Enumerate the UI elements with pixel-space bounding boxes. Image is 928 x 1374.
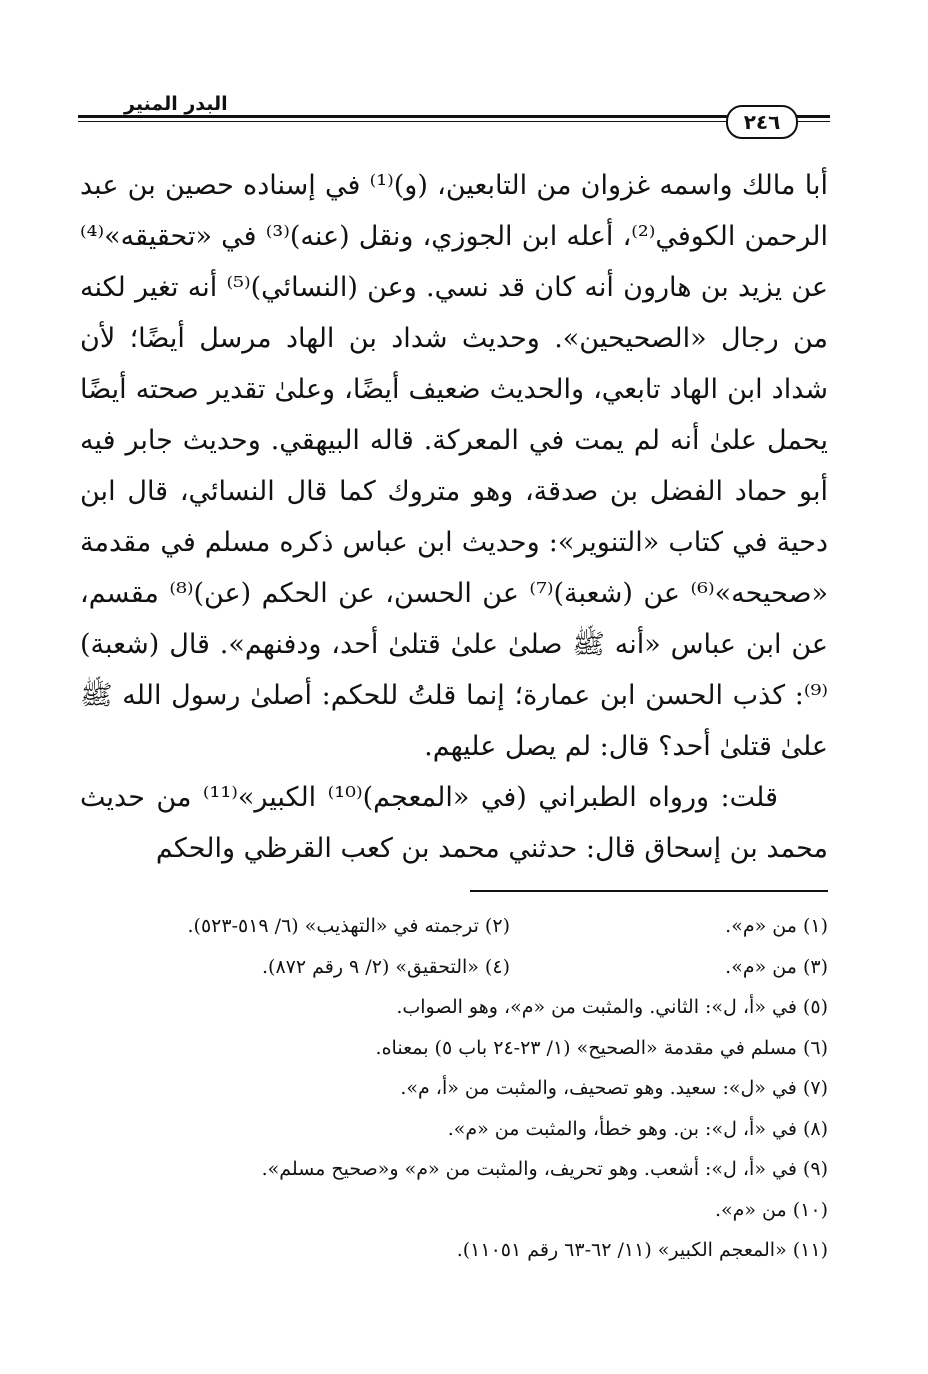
footnote-7: (٧) في «ل»: سعيد. وهو تصحيف، والمثبت من «أ، م». (400, 1077, 828, 1099)
footnote-9: (٩) في «أ، ل»: أشعب. وهو تحريف، والمثبت من «م» و«صحيح مسلم». (261, 1158, 828, 1180)
header-rule-thick (78, 115, 830, 118)
footnote-6: (٦) مسلم في مقدمة «الصحيح» (١/ ٢٣-٢٤ باب ٥) بمعناه. (375, 1036, 828, 1059)
main-paragraph-1: أبا مالك واسمه غزوان من التابعين، (و)⁽¹⁾ في إسناده حصين بن عبد الرحمن الكوفي⁽²⁾، أعله ابن الجوزي، ونقل (عنه)⁽³⁾ في «تحقيقه»⁽⁴⁾ عن يزيد بن هارون أنه كان قد نسي. وعن (النسائي)⁽⁵⁾ أنه تغير لكنه من رجال «الصحيحين». وحديث شداد بن الهاد مرسل أيضًا؛ لأن شداد ابن الهاد تابعي، والحديث ضعيف أيضًا، وعلىٰ تقدير صحته أيضًا يحمل علىٰ أنه لم يمت في المعركة. قاله البيهقي. وحديث جابر فيه أبو حماد الفضل بن صدقة، وهو متروك كما قال النسائي، قال ابن دحية في كتاب «التنوير»: وحديث ابن عباس ذكره مسلم في مقدمة «صحيحه»⁽⁶⁾ عن (شعبة)⁽⁷⁾ عن الحسن، عن الحكم (عن)⁽⁸⁾ مقسم، عن ابن عباس «أنه ﷺ صلىٰ علىٰ قتلىٰ أحد، ودفنهم». قال (شعبة)⁽⁹⁾: كذب الحسن ابن عمارة؛ إنما قلتُ للحكم: أصلىٰ رسول الله ﷺ علىٰ قتلىٰ أحد؟ قال: لم يصل عليهم. (80, 170, 829, 762)
footnotes (80, 906, 828, 1271)
footnote-5: (٥) في «أ، ل»: الثاني. والمثبت من «م»، وهو الصواب. (396, 996, 828, 1018)
footnote-4: (٤) «التحقيق» (٢/ ٩ رقم ٨٧٢). (261, 955, 510, 978)
footnote-row (80, 906, 828, 947)
footnote-row (80, 947, 828, 988)
page-number: ٢٤٦ (726, 105, 798, 139)
page-header (78, 95, 830, 145)
main-text (80, 160, 828, 874)
footnote-3: (٣) من «م». (725, 955, 828, 978)
footnote-11: (١١) «المعجم الكبير» (١١/ ٦٢-٦٣ رقم ١١٠٥١). (456, 1239, 828, 1261)
book-title: البدر المنير (118, 93, 234, 115)
footnote-8: (٨) في «أ، ل»: بن. وهو خطأ، والمثبت من «م». (447, 1117, 828, 1140)
header-rule-thin (78, 121, 830, 122)
main-paragraph-2: قلت: ورواه الطبراني (في «المعجم)⁽¹⁰⁾ الكبير»⁽¹¹⁾ من حديث محمد بن إسحاق قال: حدثني محمد بن كعب القرظي والحكم (80, 782, 828, 864)
footnote-10: (١٠) من «م». (714, 1198, 828, 1221)
footnote-2: (٢) ترجمته في «التهذيب» (٦/ ٥١٩-٥٢٣). (187, 915, 510, 937)
footnote-divider (470, 890, 828, 892)
footnote-1: (١) من «م». (725, 915, 828, 937)
header-rules (78, 115, 830, 125)
